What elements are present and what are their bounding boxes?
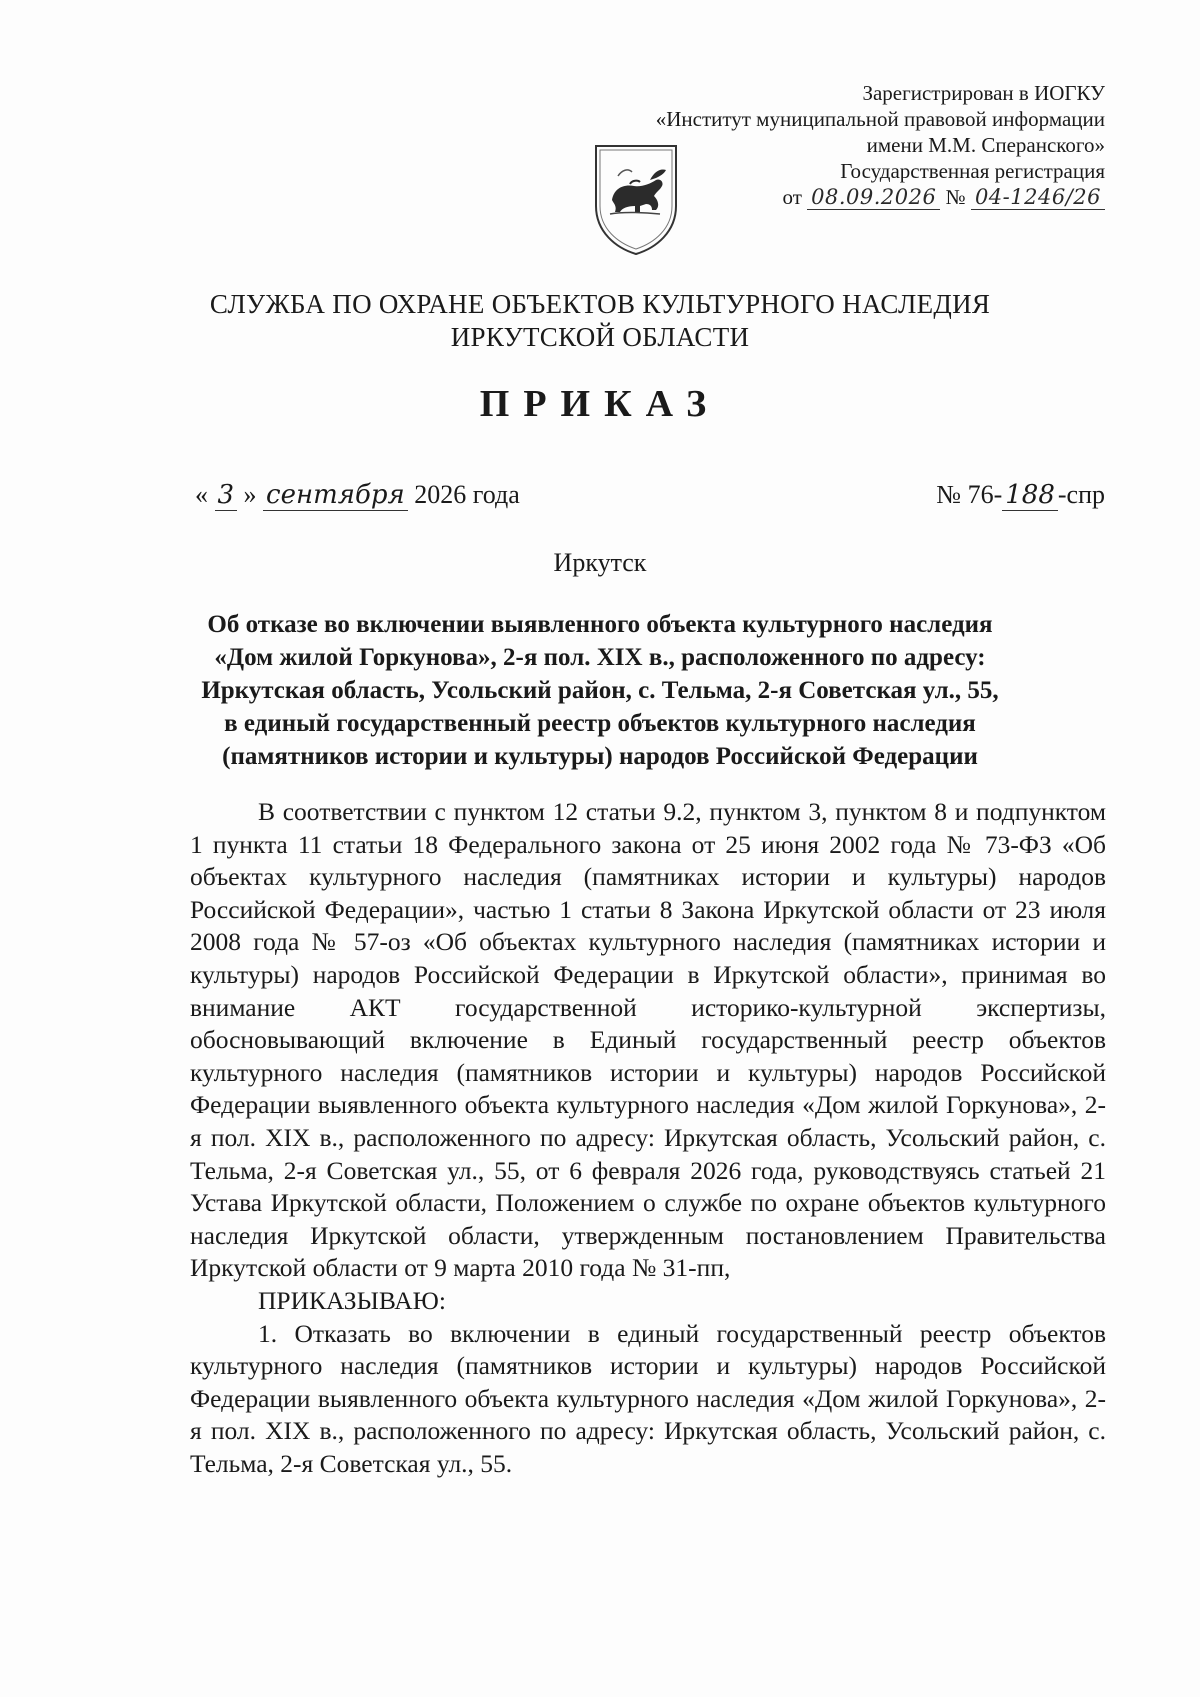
order-date bbox=[195, 480, 520, 510]
order-subject bbox=[130, 608, 1070, 773]
subject-line-4: в единый государственный реестр объектов культурного наследия bbox=[224, 710, 976, 737]
registration-line-1: Зарегистрирован в ИОГКУ bbox=[862, 81, 1105, 105]
agency-name-line-2: ИРКУТСКОЙ ОБЛАСТИ bbox=[450, 322, 750, 352]
document-type-title: ПРИКАЗ bbox=[479, 383, 721, 425]
date-day-handwritten: 3 bbox=[215, 480, 238, 511]
date-close-quote: » bbox=[243, 480, 257, 509]
subject-line-5: (памятников истории и культуры) народов Российской Федерации bbox=[222, 743, 978, 770]
agency-name-line-1: СЛУЖБА ПО ОХРАНЕ ОБЪЕКТОВ КУЛЬТУРНОГО НАСЛЕДИЯ bbox=[209, 289, 991, 319]
order-word: ПРИКАЗЫВАЮ: bbox=[258, 1285, 446, 1315]
registration-line-4: Государственная регистрация bbox=[840, 159, 1105, 183]
registration-line-2: «Институт муниципальной правовой информации bbox=[655, 107, 1105, 131]
date-open-quote: « bbox=[195, 480, 208, 509]
date-year: 2026 года bbox=[414, 480, 520, 509]
order-number-suffix: -спр bbox=[1057, 480, 1105, 509]
registration-line-3: имени М.М. Сперанского» bbox=[866, 133, 1105, 157]
order-body bbox=[190, 796, 1106, 1480]
agency-name bbox=[100, 288, 1100, 354]
registration-date-handwritten: 08.09.2026 bbox=[807, 185, 940, 210]
preamble-paragraph: В соответствии с пунктом 12 статьи 9.2, пунктом 3, пунктом 8 и подпунктом 1 пункта 11 статьи 18 Федерального закона от 25 июня 2002 года № 73-ФЗ «Об объектах культурного наследия (памятниках истории и культуры) народов Российской Федерации», частью 1 статьи 8 Закона Иркутской области от 23 июля 2008 года № 57-оз «Об объектах культурного наследия (памятниках истории и культуры) народов Российской Федерации в Иркутской области», принимая во внимание АКТ государственной историко-культурной экспертизы, обосновывающий включение в Единый государственный реестр объектов культурного наследия (памятников истории и культуры) народов Российской Федерации выявленного объекта культурного наследия «Дом жилой Горкунова», 2-я пол. XIX в., расположенного по адресу: Иркутская область, Усольский район, с. Тельма, 2-я Советская ул., 55, от 6 февраля 2026 года, руководствуясь статьей 21 Устава Иркутской области, Положением о службе по охране объектов культурного наследия Иркутской области, утвержденным постановлением Правительства Иркутской области от 9 марта 2010 года № 31-пп, bbox=[190, 797, 1106, 1283]
order-item-1: 1. Отказать во включении в единый государственный реестр объектов культурного наследия (памятников истории и культуры) народов Российской Федерации выявленного объекта культурного наследия «Дом жилой Горкунова», 2-я пол. XIX в., расположенного по адресу: Иркутская область, Усольский район, с. Тельма, 2-я Советская ул., 55. bbox=[190, 1318, 1106, 1478]
subject-line-1: Об отказе во включении выявленного объекта культурного наследия bbox=[207, 611, 993, 638]
subject-line-3: Иркутская область, Усольский район, с. Тельма, 2-я Советская ул., 55, bbox=[201, 677, 999, 704]
subject-line-2: «Дом жилой Горкунова», 2-я пол. XIX в., расположенного по адресу: bbox=[214, 644, 986, 671]
order-number-prefix: № 76- bbox=[936, 480, 1003, 509]
place-of-issue: Иркутск bbox=[553, 548, 647, 577]
order-number-handwritten: 188 bbox=[1002, 480, 1058, 511]
order-number bbox=[936, 480, 1105, 510]
coat-of-arms-icon bbox=[590, 140, 682, 258]
date-month-handwritten: сентября bbox=[263, 480, 408, 511]
registration-number-handwritten: 04-1246/26 bbox=[971, 185, 1105, 210]
registration-from-label: от bbox=[782, 185, 802, 209]
registration-number-sign: № bbox=[945, 185, 966, 209]
